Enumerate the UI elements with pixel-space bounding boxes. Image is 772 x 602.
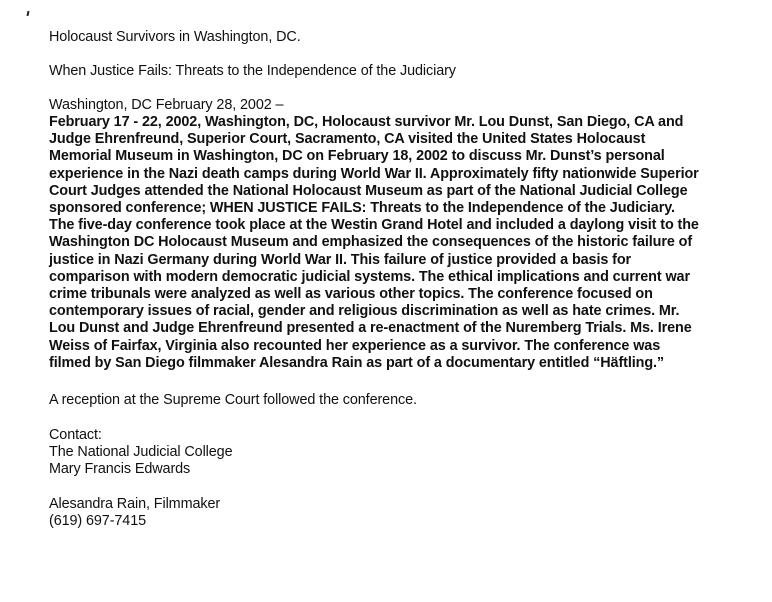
reception-note: A reception at the Supreme Court followed the conference. [49, 392, 417, 408]
body-line: comparison with modern democratic judicial systems. The ethical implications and current war [49, 268, 690, 285]
body-line: experience in the Nazi death camps during World War II. Approximately fifty nationwide Superior [49, 165, 699, 182]
body-line: crime tribunals were analyzed as well as various other topics. The conference focused on [49, 286, 653, 303]
body-line: contemporary issues of racial, gender and religious discrimination as well as hate crimes. Mr. [49, 303, 680, 320]
body-line: Judge Ehrenfreund, Superior Court, Sacramento, CA visited the United States Holocaust [49, 131, 646, 148]
filmmaker-name: Alesandra Rain, Filmmaker [49, 496, 221, 512]
body-line: filmed by San Diego filmmaker Alesandra Rain as part of a documentary entitled “Häftling.” [49, 354, 664, 371]
body-line: Court Judges attended the National Holocaust Museum as part of the National Judicial College [49, 182, 688, 199]
contact-name: Mary Francis Edwards [49, 461, 191, 478]
body-line: The five-day conference took place at the Westin Grand Hotel and included a daylong visit to the [49, 217, 699, 234]
document-subtitle: When Justice Fails: Threats to the Independence of the Judiciary [49, 63, 456, 79]
body-paragraph [49, 114, 699, 372]
dateline: Washington, DC February 28, 2002 – [49, 97, 284, 113]
body-line: February 17 - 22, 2002, Washington, DC, Holocaust survivor Mr. Lou Dunst, San Diego, CA and [49, 114, 684, 130]
filmmaker-phone: (619) 697-7415 [49, 513, 147, 530]
body-line: Memorial Museum in Washington, DC on February 18, 2002 to discuss Mr. Dunst’s personal [49, 148, 665, 165]
body-line: Washington DC Holocaust Museum and emphasized the consequences of the historic failure of [49, 234, 693, 251]
contact-organization: The National Judicial College [49, 444, 233, 461]
document-title: Holocaust Survivors in Washington, DC. [49, 29, 301, 45]
body-line: Weiss of Fairfax, Virginia also recounted her experience as a survivor. The conference was [49, 337, 661, 354]
body-line: Lou Dunst and Judge Ehrenfreund presented a re-enactment of the Nuremberg Trials. Ms. Irene [49, 320, 692, 337]
scan-speck [27, 11, 30, 16]
body-line: justice in Nazi Germany during World War II. This failure of justice provided a basis for [49, 251, 632, 268]
filmmaker-contact-block [49, 496, 220, 530]
contact-label: Contact: [49, 427, 102, 443]
body-line: sponsored conference; WHEN JUSTICE FAILS: Threats to the Independence of the Judiciary. [49, 200, 675, 217]
contact-block [49, 427, 232, 479]
